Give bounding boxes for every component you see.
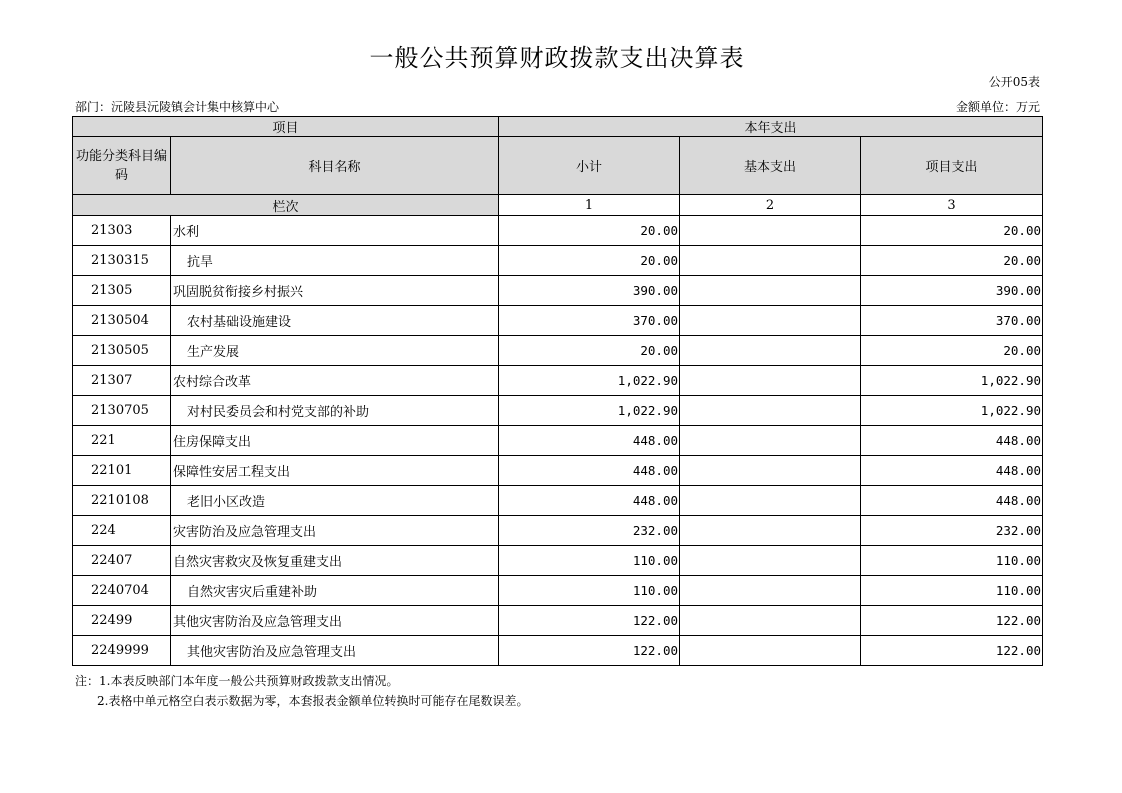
notes: [75, 671, 528, 711]
row-name: 其他灾害防治及应急管理支出: [171, 636, 499, 666]
header-project: 项目: [73, 117, 499, 137]
row-name: 其他灾害防治及应急管理支出: [171, 606, 499, 636]
row-basic: [680, 576, 861, 606]
row-basic: [680, 546, 861, 576]
row-project: 122.00: [861, 636, 1043, 666]
row-basic: [680, 606, 861, 636]
expenditure-table: [72, 116, 1043, 666]
header-row-2: [73, 137, 1043, 195]
table-row: [73, 216, 1043, 246]
row-name: 生产发展: [171, 336, 499, 366]
row-subtotal: 110.00: [499, 576, 680, 606]
row-subtotal: 390.00: [499, 276, 680, 306]
row-name: 巩固脱贫衔接乡村振兴: [171, 276, 499, 306]
row-code: 221: [73, 426, 171, 456]
row-name: 保障性安居工程支出: [171, 456, 499, 486]
row-project: 20.00: [861, 246, 1043, 276]
row-project: 20.00: [861, 216, 1043, 246]
row-code: 21303: [73, 216, 171, 246]
header-project-exp: 项目支出: [861, 137, 1043, 195]
header-subject-name: 科目名称: [171, 137, 499, 195]
table-row: [73, 396, 1043, 426]
row-name: 自然灾害救灾及恢复重建支出: [171, 546, 499, 576]
row-project: 110.00: [861, 546, 1043, 576]
row-code: 224: [73, 516, 171, 546]
row-code: 22101: [73, 456, 171, 486]
row-name: 农村综合改革: [171, 366, 499, 396]
row-project: 122.00: [861, 606, 1043, 636]
note-line-2: 2.表格中单元格空白表示数据为零，本套报表金额单位转换时可能存在尾数误差。: [97, 694, 529, 708]
amount-unit-label: 金额单位：万元: [955, 100, 1040, 114]
department-label: 部门：沅陵县沅陵镇会计集中核算中心: [75, 100, 280, 114]
row-subtotal: 232.00: [499, 516, 680, 546]
header-subtotal: 小计: [499, 137, 680, 195]
table-row: [73, 336, 1043, 366]
column-number-row: [73, 195, 1043, 216]
table-row: [73, 486, 1043, 516]
row-subtotal: 370.00: [499, 306, 680, 336]
row-basic: [680, 306, 861, 336]
header-func-code: 功能分类科目编码: [73, 137, 171, 195]
row-project: 448.00: [861, 456, 1043, 486]
row-basic: [680, 636, 861, 666]
table-row: [73, 276, 1043, 306]
row-project: 1,022.90: [861, 366, 1043, 396]
table-row: [73, 426, 1043, 456]
row-basic: [680, 276, 861, 306]
row-name: 老旧小区改造: [171, 486, 499, 516]
row-subtotal: 122.00: [499, 636, 680, 666]
row-subtotal: 1,022.90: [499, 366, 680, 396]
row-project: 232.00: [861, 516, 1043, 546]
row-project: 370.00: [861, 306, 1043, 336]
form-number: 公开05表: [988, 75, 1040, 89]
row-basic: [680, 486, 861, 516]
row-subtotal: 20.00: [499, 246, 680, 276]
row-name: 对村民委员会和村党支部的补助: [171, 396, 499, 426]
header-row-1: [73, 117, 1043, 137]
row-code: 2130315: [73, 246, 171, 276]
row-code: 2249999: [73, 636, 171, 666]
col-number-2: 2: [680, 195, 861, 216]
row-name: 住房保障支出: [171, 426, 499, 456]
row-subtotal: 448.00: [499, 486, 680, 516]
table-row: [73, 546, 1043, 576]
row-basic: [680, 456, 861, 486]
table-row: [73, 636, 1043, 666]
table-row: [73, 456, 1043, 486]
note-line-1: 注：1.本表反映部门本年度一般公共预算财政拨款支出情况。: [75, 674, 399, 688]
row-project: 20.00: [861, 336, 1043, 366]
row-code: 21305: [73, 276, 171, 306]
row-name: 自然灾害灾后重建补助: [171, 576, 499, 606]
row-basic: [680, 516, 861, 546]
row-name: 水利: [171, 216, 499, 246]
row-subtotal: 448.00: [499, 456, 680, 486]
row-project: 448.00: [861, 486, 1043, 516]
table-row: [73, 306, 1043, 336]
row-subtotal: 448.00: [499, 426, 680, 456]
row-project: 448.00: [861, 426, 1043, 456]
header-current-year: 本年支出: [499, 117, 1043, 137]
row-code: 2130504: [73, 306, 171, 336]
row-basic: [680, 216, 861, 246]
col-number-3: 3: [861, 195, 1043, 216]
row-name: 灾害防治及应急管理支出: [171, 516, 499, 546]
row-code: 2240704: [73, 576, 171, 606]
table-row: [73, 366, 1043, 396]
row-code: 21307: [73, 366, 171, 396]
row-basic: [680, 246, 861, 276]
row-code: 22499: [73, 606, 171, 636]
header-basic: 基本支出: [680, 137, 861, 195]
row-basic: [680, 336, 861, 366]
row-project: 1,022.90: [861, 396, 1043, 426]
col-number-1: 1: [499, 195, 680, 216]
col-label: 栏次: [73, 195, 499, 216]
row-basic: [680, 366, 861, 396]
row-name: 抗旱: [171, 246, 499, 276]
row-code: 2130505: [73, 336, 171, 366]
row-code: 2130705: [73, 396, 171, 426]
row-subtotal: 122.00: [499, 606, 680, 636]
row-subtotal: 20.00: [499, 336, 680, 366]
row-code: 2210108: [73, 486, 171, 516]
row-basic: [680, 396, 861, 426]
row-name: 农村基础设施建设: [171, 306, 499, 336]
row-project: 390.00: [861, 276, 1043, 306]
table-row: [73, 606, 1043, 636]
table-row: [73, 576, 1043, 606]
row-code: 22407: [73, 546, 171, 576]
table-row: [73, 246, 1043, 276]
row-subtotal: 110.00: [499, 546, 680, 576]
row-subtotal: 20.00: [499, 216, 680, 246]
table-row: [73, 516, 1043, 546]
page-title: 一般公共预算财政拨款支出决算表: [369, 44, 745, 72]
row-basic: [680, 426, 861, 456]
row-subtotal: 1,022.90: [499, 396, 680, 426]
row-project: 110.00: [861, 576, 1043, 606]
